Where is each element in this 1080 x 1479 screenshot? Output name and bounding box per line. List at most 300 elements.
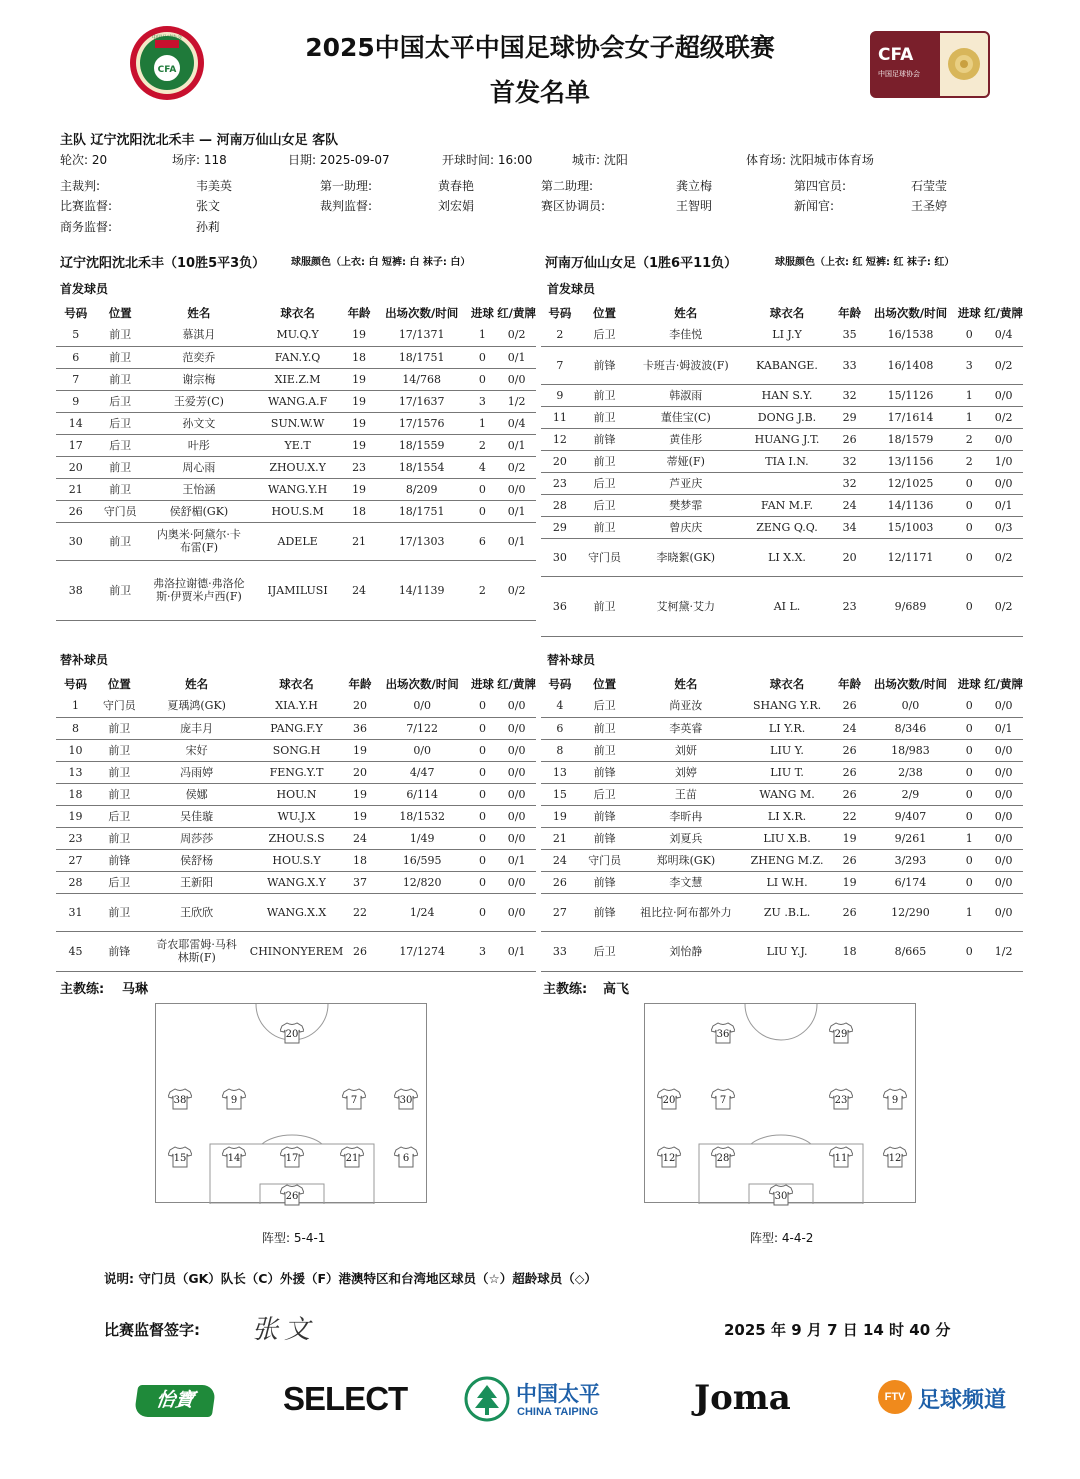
table-row	[541, 717, 1023, 739]
table-cell: FENG.Y.T	[250, 761, 344, 783]
table-row	[56, 893, 536, 931]
table-cell: 26	[833, 893, 867, 931]
shirt-number: 17	[285, 1153, 299, 1164]
shirt-number: 36	[716, 1029, 730, 1040]
table-cell: 18/1751	[376, 346, 468, 368]
table-cell: 夏瑀鸿(GK)	[144, 695, 250, 717]
table-row	[541, 827, 1023, 849]
table-cell: 18/1579	[867, 428, 955, 450]
table-cell: 刘妍	[630, 739, 741, 761]
table-row	[541, 871, 1023, 893]
table-cell: ZHOU.S.S	[250, 827, 344, 849]
player-shirt-icon	[222, 1146, 246, 1168]
table-cell: 17/1303	[376, 522, 468, 560]
col-header: 进球	[957, 306, 981, 320]
table-cell: 0/0	[984, 472, 1023, 494]
table-cell: 0	[954, 739, 984, 761]
table-cell: 8	[541, 739, 579, 761]
col-header: 号码	[548, 306, 572, 320]
table-cell: 0	[468, 761, 498, 783]
table-cell: 0/1	[497, 931, 536, 971]
col-header: 红/黄牌	[497, 677, 536, 691]
signature-datetime: 2025 年 9 月 7 日 14 时 40 分	[724, 1321, 951, 1339]
table-row	[541, 931, 1023, 971]
table-cell: 艾柯黛·艾力	[630, 576, 741, 636]
table-cell: 前卫	[96, 522, 145, 560]
table-cell: 17/1371	[376, 324, 468, 346]
table-row	[541, 893, 1023, 931]
table-cell: 16/1538	[867, 324, 955, 346]
player-shirt-icon	[711, 1146, 735, 1168]
away-team-name: 河南万仙山女足（1胜6平11负）	[545, 256, 738, 271]
table-cell: WANG.X.Y	[250, 871, 344, 893]
table-cell: 1	[954, 384, 984, 406]
table-cell: 11	[541, 406, 579, 428]
table-cell: 38	[56, 560, 96, 620]
away-kit-colors: 球服颜色（上衣: 红 短裤: 红 袜子: 红）	[775, 257, 955, 268]
table-cell: 0/0	[497, 695, 536, 717]
table-cell: 29	[541, 516, 579, 538]
player-shirt-icon	[222, 1088, 246, 1110]
table-cell: 后卫	[96, 412, 145, 434]
player-shirt-icon	[829, 1146, 853, 1168]
table-cell: 2	[467, 560, 497, 620]
shirt-number: 29	[834, 1029, 848, 1040]
table-row	[541, 538, 1023, 576]
table-cell: 1	[954, 893, 984, 931]
table-cell: 26	[343, 931, 376, 971]
col-header: 号码	[548, 677, 572, 691]
table-cell: KABANGE.	[741, 346, 833, 384]
table-cell: 前锋	[95, 849, 144, 871]
table-cell: ZU .B.L.	[741, 893, 832, 931]
table-row	[541, 739, 1023, 761]
player-shirt-icon	[829, 1022, 853, 1044]
table-row	[56, 827, 536, 849]
col-header: 进球	[957, 677, 981, 691]
table-cell: 14/1136	[867, 494, 955, 516]
home-coach-label: 主教练:	[60, 982, 105, 997]
table-cell: 1/49	[377, 827, 468, 849]
shirt-number: 28	[716, 1153, 730, 1164]
league-logo-subtext: 中国足球协会	[878, 70, 920, 78]
home-formation-pitch	[155, 1003, 427, 1203]
table-cell: 32	[833, 472, 867, 494]
table-cell: 前锋	[579, 893, 631, 931]
table-cell: 0/0	[984, 761, 1023, 783]
table-row	[541, 494, 1023, 516]
table-cell: 22	[833, 805, 867, 827]
table-cell: 19	[343, 783, 376, 805]
table-cell: 2	[541, 324, 579, 346]
sponsor-china-taiping-logo	[464, 1376, 624, 1424]
table-cell: 12/290	[867, 893, 955, 931]
col-header: 出场次数/时间	[385, 306, 459, 320]
table-cell: 23	[833, 576, 867, 636]
table-cell: 冯雨婷	[144, 761, 250, 783]
table-cell: 0	[467, 368, 497, 390]
table-cell: 2/9	[867, 783, 955, 805]
table-cell: LI Y.R.	[741, 717, 832, 739]
table-cell: 后卫	[579, 494, 631, 516]
player-shirt-icon	[280, 1022, 304, 1044]
table-cell: 4/47	[377, 761, 468, 783]
table-cell: 0/4	[497, 412, 536, 434]
table-cell: 后卫	[579, 783, 631, 805]
table-cell: 0	[954, 849, 984, 871]
table-row	[56, 849, 536, 871]
table-cell: 前卫	[579, 739, 631, 761]
table-cell: IJAMILUSI	[253, 560, 342, 620]
table-row	[541, 516, 1023, 538]
table-cell: 周心雨	[145, 456, 253, 478]
cfa-logo	[128, 24, 206, 102]
table-cell: 王欣欣	[144, 893, 250, 931]
col-header: 出场次数/时间	[385, 677, 459, 691]
table-cell: 10	[56, 739, 95, 761]
table-cell: 23	[342, 456, 376, 478]
table-cell: 韩淑雨	[630, 384, 741, 406]
table-cell: 0/2	[497, 560, 536, 620]
table-cell: 0	[954, 805, 984, 827]
official-name: 刘宏娟	[438, 199, 475, 213]
table-cell: 0	[467, 478, 497, 500]
player-shirt-icon	[657, 1088, 681, 1110]
table-cell: SONG.H	[250, 739, 344, 761]
table-cell: 尚亚汝	[630, 695, 741, 717]
table-cell: 0/0	[984, 893, 1023, 931]
table-cell: LI W.H.	[741, 871, 832, 893]
page-title: 2025中国太平中国足球协会女子超级联赛	[305, 33, 775, 62]
table-cell: 0/1	[497, 434, 536, 456]
table-cell: 内奥米·阿黛尔·卡布雷(F)	[145, 522, 253, 560]
table-cell: 2	[954, 450, 984, 472]
table-cell: 19	[342, 324, 376, 346]
table-cell: 谢宗梅	[145, 368, 253, 390]
player-shirt-icon	[342, 1088, 366, 1110]
table-cell: 0/2	[984, 538, 1023, 576]
table-cell: AI L.	[741, 576, 833, 636]
table-cell: 0/1	[497, 849, 536, 871]
table-cell: 刘夏兵	[630, 827, 741, 849]
table-cell: HOU.N	[250, 783, 344, 805]
table-cell: 14/1139	[376, 560, 468, 620]
table-cell: 14	[56, 412, 96, 434]
table-cell: 前锋	[579, 805, 631, 827]
table-cell: 后卫	[95, 805, 144, 827]
table-cell: 24	[833, 494, 867, 516]
col-header: 红/黄牌	[497, 306, 536, 320]
table-cell: 樊梦霏	[630, 494, 741, 516]
table-cell: 李文慧	[630, 871, 741, 893]
official-label: 新闻官:	[794, 199, 835, 213]
col-header: 位置	[107, 677, 131, 691]
table-cell: 0/0	[497, 761, 536, 783]
table-cell: 0/2	[984, 406, 1023, 428]
table-cell: 李昕冉	[630, 805, 741, 827]
table-cell: 0/1	[984, 717, 1023, 739]
match-date: 日期: 2025-09-07	[288, 153, 390, 167]
table-cell: 18/983	[867, 739, 955, 761]
col-header: 号码	[64, 306, 88, 320]
table-cell: 9	[541, 384, 579, 406]
table-cell: 19	[342, 390, 376, 412]
official-name: 石莹莹	[911, 179, 948, 193]
table-cell: 9/689	[867, 576, 955, 636]
official-name: 孙莉	[196, 220, 221, 234]
table-cell: 0	[954, 695, 984, 717]
table-cell: 前卫	[96, 346, 145, 368]
table-cell: 0/0	[497, 893, 536, 931]
table-cell: 李晓絮(GK)	[630, 538, 741, 576]
away-starters-label: 首发球员	[547, 282, 596, 296]
table-cell: 17/1274	[377, 931, 468, 971]
sponsor-name: FTV	[884, 1391, 906, 1403]
table-header-row	[541, 302, 1023, 324]
away-coach-name: 高飞	[603, 982, 630, 997]
away-subs-label: 替补球员	[547, 653, 596, 667]
table-cell: XIA.Y.H	[250, 695, 344, 717]
sponsor-cestbon-logo	[134, 1385, 216, 1417]
table-cell: LI J.Y	[741, 324, 833, 346]
table-cell: 前卫	[95, 827, 144, 849]
table-cell: 0/0	[984, 849, 1023, 871]
table-cell: 前锋	[579, 428, 631, 450]
table-row	[56, 368, 536, 390]
table-cell: 31	[56, 893, 95, 931]
table-cell: 0/1	[984, 494, 1023, 516]
table-cell: WANG.A.F	[253, 390, 342, 412]
table-cell: 0/0	[984, 739, 1023, 761]
table-row	[56, 390, 536, 412]
table-cell: 8	[56, 717, 95, 739]
table-cell: 17/1637	[376, 390, 468, 412]
table-cell: 29	[833, 406, 867, 428]
table-row	[56, 739, 536, 761]
table-cell: 15/1003	[867, 516, 955, 538]
match-kickoff: 开球时间: 16:00	[442, 153, 533, 167]
table-cell: 19	[833, 827, 867, 849]
table-cell: 周莎莎	[144, 827, 250, 849]
table-cell: ADELE	[253, 522, 342, 560]
table-cell: 前卫	[579, 516, 631, 538]
table-cell: 26	[833, 783, 867, 805]
table-cell: 19	[343, 805, 376, 827]
table-cell: 21	[56, 478, 96, 500]
home-formation: 阵型: 5-4-1	[262, 1231, 326, 1245]
table-cell: 0	[954, 516, 984, 538]
match-city: 城市: 沈阳	[572, 153, 628, 167]
table-cell: 13/1156	[867, 450, 955, 472]
table-cell: 32	[833, 450, 867, 472]
table-cell: 30	[56, 522, 96, 560]
match-round: 轮次: 20	[60, 153, 108, 167]
table-cell: 0/0	[377, 739, 468, 761]
table-cell: 5	[56, 324, 96, 346]
table-cell: 黄佳彤	[630, 428, 741, 450]
table-cell: 17	[56, 434, 96, 456]
table-cell: 前卫	[95, 783, 144, 805]
table-cell: 前锋	[579, 346, 631, 384]
table-cell: WANG.Y.H	[253, 478, 342, 500]
table-cell: 17/1614	[867, 406, 955, 428]
table-cell: 0/0	[984, 384, 1023, 406]
player-shirt-icon	[883, 1088, 907, 1110]
table-cell: HOU.S.M	[253, 500, 342, 522]
away-subs-table	[541, 673, 1023, 972]
table-cell: 18/1751	[376, 500, 468, 522]
table-cell: 18/1554	[376, 456, 468, 478]
table-cell: 26	[833, 761, 867, 783]
table-cell: 后卫	[95, 871, 144, 893]
col-header: 红/黄牌	[984, 306, 1023, 320]
table-cell: 0	[468, 739, 498, 761]
shirt-number: 20	[285, 1029, 299, 1040]
table-cell: 0	[954, 472, 984, 494]
table-cell: 19	[342, 434, 376, 456]
table-cell: 1/2	[984, 931, 1023, 971]
table-cell: 前卫	[96, 368, 145, 390]
table-cell: 0/0	[984, 695, 1023, 717]
table-cell: 8/346	[867, 717, 955, 739]
col-header: 进球	[470, 677, 494, 691]
table-cell: 32	[833, 384, 867, 406]
table-cell: LI X.R.	[741, 805, 832, 827]
table-cell: 后卫	[579, 324, 631, 346]
svg-text:CFA: CFA	[157, 65, 177, 75]
table-row	[56, 805, 536, 827]
table-cell: 0	[954, 871, 984, 893]
table-cell: 董佳宝(C)	[630, 406, 741, 428]
table-cell: 1/24	[377, 893, 468, 931]
table-cell: 3	[468, 931, 498, 971]
table-cell: 6/114	[377, 783, 468, 805]
table-row	[56, 695, 536, 717]
table-cell: 0/2	[984, 576, 1023, 636]
table-row	[56, 412, 536, 434]
table-cell: PANG.F.Y	[250, 717, 344, 739]
table-cell: CHINONYEREM	[250, 931, 344, 971]
col-header: 位置	[108, 306, 132, 320]
table-cell: 12/1025	[867, 472, 955, 494]
table-cell: 0/0	[497, 368, 536, 390]
table-cell: 45	[56, 931, 95, 971]
table-cell: LI X.X.	[741, 538, 833, 576]
table-cell: 0/1	[497, 346, 536, 368]
away-coach-label: 主教练:	[543, 982, 588, 997]
official-label: 主裁判:	[60, 179, 101, 193]
col-header: 位置	[593, 677, 617, 691]
table-cell: 0	[468, 717, 498, 739]
table-cell: 郑明珠(GK)	[630, 849, 741, 871]
table-cell: LIU X.B.	[741, 827, 832, 849]
table-cell: 0/0	[497, 478, 536, 500]
table-cell: 24	[833, 717, 867, 739]
official-name: 王圣婷	[911, 199, 948, 213]
table-cell: 前卫	[579, 406, 631, 428]
table-cell: 1/0	[984, 450, 1023, 472]
table-cell: 0/1	[497, 500, 536, 522]
table-cell: 1	[954, 406, 984, 428]
shirt-number: 7	[350, 1095, 358, 1106]
table-cell: 16/1408	[867, 346, 955, 384]
table-cell: 前卫	[579, 717, 631, 739]
table-row	[541, 783, 1023, 805]
table-cell: 守门员	[579, 849, 631, 871]
table-cell: 前卫	[95, 893, 144, 931]
table-cell: FAN.Y.Q	[253, 346, 342, 368]
table-cell: 李英睿	[630, 717, 741, 739]
col-header: 年龄	[347, 306, 371, 320]
table-cell: 0	[468, 871, 498, 893]
table-row	[56, 522, 536, 560]
table-cell: 前锋	[579, 761, 631, 783]
table-cell: 33	[833, 346, 867, 384]
table-cell: 26	[56, 500, 96, 522]
table-cell: 20	[541, 450, 579, 472]
sponsor-ftv-logo	[878, 1378, 1018, 1418]
col-header: 年龄	[348, 677, 372, 691]
table-cell: 6/174	[867, 871, 955, 893]
table-cell: 0/0	[867, 695, 955, 717]
table-cell: 前锋	[95, 931, 144, 971]
table-cell: ZHENG M.Z.	[741, 849, 832, 871]
match-teams: 主队 辽宁沈阳沈北禾丰 — 河南万仙山女足 客队	[60, 133, 339, 148]
col-header: 球衣名	[279, 677, 314, 691]
table-row	[541, 384, 1023, 406]
table-cell: 前卫	[96, 560, 145, 620]
table-cell: 1/2	[497, 390, 536, 412]
shirt-number: 11	[834, 1153, 848, 1164]
table-cell: 侯娜	[144, 783, 250, 805]
ftv-icon	[878, 1380, 912, 1414]
home-coach-name: 马琳	[122, 982, 149, 997]
table-cell: 18	[343, 849, 376, 871]
table-cell: 1	[467, 324, 497, 346]
table-cell: 0/0	[497, 739, 536, 761]
table-cell: 0/0	[497, 827, 536, 849]
table-cell: 吴佳璇	[144, 805, 250, 827]
table-cell: 弗洛拉谢德·弗洛伦斯·伊贾米卢西(F)	[145, 560, 253, 620]
table-cell: 前锋	[579, 871, 631, 893]
col-header: 年龄	[838, 677, 862, 691]
table-cell: 3	[467, 390, 497, 412]
table-cell: TIA I.N.	[741, 450, 833, 472]
official-label: 第一助理:	[320, 179, 373, 193]
official-label: 裁判监督:	[320, 199, 373, 213]
table-cell: 0/0	[497, 783, 536, 805]
col-header: 姓名	[674, 677, 698, 691]
shirt-number: 21	[345, 1153, 359, 1164]
table-cell: 35	[833, 324, 867, 346]
table-cell: 0/0	[497, 871, 536, 893]
sponsor-name: 怡寶	[154, 1390, 196, 1411]
table-cell: 18/1559	[376, 434, 468, 456]
table-row	[541, 849, 1023, 871]
table-cell: 34	[833, 516, 867, 538]
sponsor-joma-logo: Joma	[694, 1378, 791, 1418]
table-cell: 1	[467, 412, 497, 434]
cfa-logo-text: 中国足球协会	[151, 35, 182, 41]
table-cell: 0	[467, 500, 497, 522]
table-cell: 17/1576	[376, 412, 468, 434]
table-cell: 0	[468, 783, 498, 805]
table-cell: 20	[56, 456, 96, 478]
table-cell: 0	[954, 324, 984, 346]
table-row	[56, 560, 536, 620]
table-cell: 卡班吉·姆波波(F)	[630, 346, 741, 384]
table-row	[56, 324, 536, 346]
